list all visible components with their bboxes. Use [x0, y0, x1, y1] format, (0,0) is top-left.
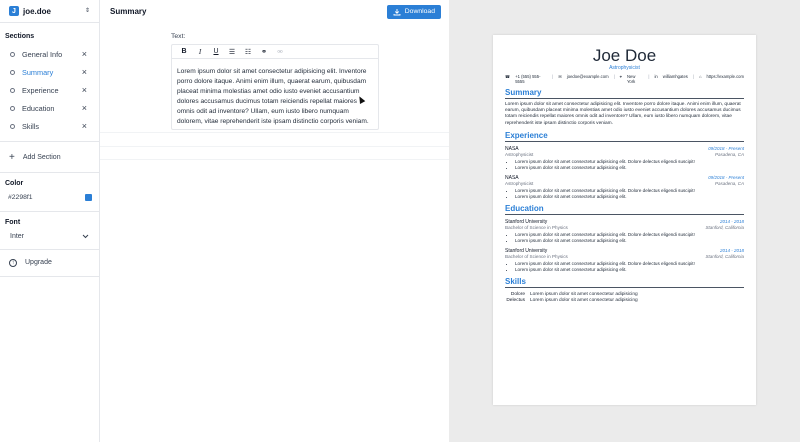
- position: Astrophysicist: [505, 181, 534, 187]
- resume-contact: ☎ +1 (555) 555-5555 | ✉ joedoe@example.com | ⌖ New York | in williamhgates | ⌂ https://example.com: [505, 74, 744, 84]
- arrow-up-circle-icon: ↑: [9, 259, 17, 267]
- underline-icon[interactable]: U: [213, 48, 219, 55]
- drag-handle-icon: [10, 88, 15, 93]
- upgrade-label: Upgrade: [25, 259, 52, 267]
- sidebar-item-label: Education: [22, 103, 55, 113]
- skill-desc: Lorem ipsum dolor sit amet consectetur adipisicing: [530, 291, 638, 297]
- skills-heading: Skills: [505, 277, 744, 288]
- color-value: #2298f1: [8, 194, 33, 202]
- skill-row: [505, 298, 744, 305]
- add-section-label: Add Section: [22, 154, 61, 162]
- unlink-icon[interactable]: ⚮: [277, 48, 283, 56]
- divider: [100, 146, 449, 147]
- sidebar-item-education[interactable]: [0, 99, 99, 117]
- location: Stanford, California: [705, 225, 744, 231]
- plus-icon: +: [9, 151, 15, 163]
- add-section-button[interactable]: [0, 149, 99, 167]
- download-icon: [393, 8, 401, 16]
- company: NASA: [505, 174, 519, 181]
- degree: Bachelor of Science in Physics: [505, 225, 568, 231]
- sidebar-item-label: Summary: [22, 68, 54, 78]
- bullet: • Lorem ipsum dolor sit amet consectetur adipisicing elit. Dolore delectus eligendi suscipit!: [515, 188, 744, 194]
- linkedin-icon: in: [654, 74, 658, 79]
- bullets: [505, 188, 744, 200]
- brand-name: joe.doe: [23, 6, 52, 16]
- bullet: • Lorem ipsum dolor sit amet consectetur adipisicing elit.: [515, 165, 744, 171]
- download-label: Download: [404, 8, 435, 15]
- school: Stanford University: [505, 218, 548, 225]
- bullet: • Lorem ipsum dolor sit amet consectetur adipisicing elit.: [515, 194, 744, 200]
- font-select[interactable]: [0, 231, 99, 243]
- skill-desc: Lorem ipsum dolor sit amet consectetur adipisicing: [530, 298, 638, 304]
- contact-location: New York: [627, 74, 636, 84]
- drag-handle-icon: [10, 52, 15, 57]
- drag-handle-icon: [10, 124, 15, 129]
- color-picker[interactable]: [0, 193, 99, 203]
- close-icon[interactable]: ×: [81, 49, 87, 60]
- position: Astrophysicist: [505, 152, 534, 158]
- close-icon[interactable]: ×: [81, 120, 87, 131]
- education-entry: [505, 219, 744, 244]
- sidebar: [0, 0, 100, 442]
- location-icon: ⌖: [619, 74, 623, 79]
- sidebar-item-experience[interactable]: [0, 82, 99, 100]
- download-button[interactable]: [387, 5, 441, 19]
- sidebar-item-summary[interactable]: [0, 64, 99, 82]
- phone-icon: ☎: [505, 74, 511, 79]
- resume-role: Astrophysicist: [609, 65, 640, 71]
- drag-handle-icon: [10, 70, 15, 75]
- location: Stanford, California: [705, 254, 744, 260]
- skills-list: [505, 292, 744, 305]
- skill-name: Dolore: [510, 291, 525, 297]
- close-icon[interactable]: ×: [81, 67, 87, 78]
- dates: 2014 - 2018: [719, 247, 744, 253]
- bullets: [505, 232, 744, 244]
- education-entry: [505, 248, 744, 273]
- dates: 09/2018 - Present: [708, 145, 744, 151]
- email-icon: ✉: [558, 74, 562, 79]
- close-icon[interactable]: ×: [81, 102, 87, 113]
- divider: [100, 159, 449, 160]
- summary-text: Lorem ipsum dolor sit amet consectetur adipisicing elit. Inventore porro dolore itaque. Animi enim illum, quaerat earum, quibusdam placeat minima molestias amet odio iusto eveniet accusantium dolores accusamus ducimus totam reiciendis repellat maiores omnis odit ad inventore? Ullam, eum iusto libero numquam dolorem, vitae reprehenderit iste ipsam distinctio corporis veniam.: [505, 102, 741, 126]
- divider: [100, 132, 449, 133]
- sidebar-item-label: Experience: [22, 85, 59, 95]
- editor-header: [100, 0, 449, 23]
- sidebar-item-general-info[interactable]: [0, 46, 99, 64]
- sidebar-item-label: Skills: [22, 121, 40, 131]
- contact-phone: +1 (555) 555-5555: [515, 74, 541, 84]
- resume-page: [493, 35, 756, 405]
- experience-entry: [505, 175, 744, 200]
- bullet: • Lorem ipsum dolor sit amet consectetur adipisicing elit. Dolore delectus eligendi suscipit!: [515, 261, 744, 267]
- sidebar-item-skills[interactable]: [0, 117, 99, 135]
- divider: [0, 211, 99, 212]
- upgrade-button[interactable]: [0, 253, 99, 273]
- text-label: Text:: [171, 33, 186, 40]
- divider: [0, 276, 99, 277]
- summary-heading: Summary: [505, 88, 744, 99]
- page-title: Summary: [110, 7, 147, 16]
- brand-switcher[interactable]: [0, 0, 99, 23]
- divider: [0, 141, 99, 142]
- bullets: [505, 159, 744, 171]
- company: NASA: [505, 145, 519, 152]
- contact-website[interactable]: https://example.com: [706, 74, 744, 79]
- contact-linkedin[interactable]: williamhgates: [662, 74, 688, 79]
- editor-text[interactable]: Lorem ipsum dolor sit amet consectetur adipisicing elit. Inventore porro dolore itaque. Animi enim illum, quaerat earum, quibusdam placeat minima molestias amet odio iusto eveniet accusantium dolores accusamus ducimus totam reiciendis repellat maiores omnis odit ad inventore? Ullam, eum iusto libero numquam dolorem, vitae reprehenderit iste ipsam distinctio corporis veniam.: [177, 68, 369, 125]
- editor-panel: [100, 0, 449, 442]
- chevron-up-down-icon: ⇕: [84, 8, 90, 14]
- bullets: [505, 261, 744, 273]
- numbered-list-icon[interactable]: ☷: [244, 48, 252, 56]
- location: Pasadena, CA: [714, 181, 744, 187]
- brand-logo: J: [9, 6, 19, 16]
- editor-toolbar: [172, 45, 378, 59]
- bullet: • Lorem ipsum dolor sit amet consectetur adipisicing elit.: [515, 267, 744, 273]
- bullet: • Lorem ipsum dolor sit amet consectetur adipisicing elit. Dolore delectus eligendi suscipit!: [515, 232, 744, 238]
- font-value: Inter: [10, 233, 25, 241]
- bullet: • Lorem ipsum dolor sit amet consectetur adipisicing elit. Dolore delectus eligendi suscipit!: [515, 159, 744, 165]
- experience-entry: [505, 146, 744, 171]
- website-icon: ⌂: [698, 74, 702, 79]
- experience-heading: Experience: [505, 131, 744, 142]
- close-icon[interactable]: ×: [81, 84, 87, 95]
- color-swatch[interactable]: [85, 194, 92, 201]
- degree: Bachelor of Science in Physics: [505, 254, 568, 260]
- contact-email: joedoe@example.com: [566, 74, 609, 79]
- bullet-list-icon[interactable]: ☰: [228, 48, 236, 56]
- link-icon[interactable]: ⚭: [261, 48, 267, 56]
- dates: 2014 - 2018: [719, 218, 744, 224]
- chevron-down-icon: [82, 234, 89, 239]
- sections-title: Sections: [5, 33, 35, 40]
- rich-text-editor[interactable]: [171, 44, 379, 130]
- skill-name: Delectus: [506, 298, 525, 304]
- sidebar-item-label: General Info: [22, 50, 63, 60]
- divider: [0, 172, 99, 173]
- divider: [0, 249, 99, 250]
- preview-panel: [449, 0, 800, 442]
- location: Pasadena, CA: [714, 152, 744, 158]
- drag-handle-icon: [10, 106, 15, 111]
- bullet: • Lorem ipsum dolor sit amet consectetur adipisicing elit.: [515, 238, 744, 244]
- font-title: Font: [5, 218, 21, 226]
- school: Stanford University: [505, 247, 548, 254]
- resume-name: Joe Doe: [592, 46, 657, 65]
- italic-icon[interactable]: I: [198, 47, 202, 56]
- bold-icon[interactable]: B: [181, 48, 187, 55]
- education-heading: Education: [505, 204, 744, 215]
- color-title: Color: [5, 179, 24, 187]
- dates: 09/2018 - Present: [708, 174, 744, 180]
